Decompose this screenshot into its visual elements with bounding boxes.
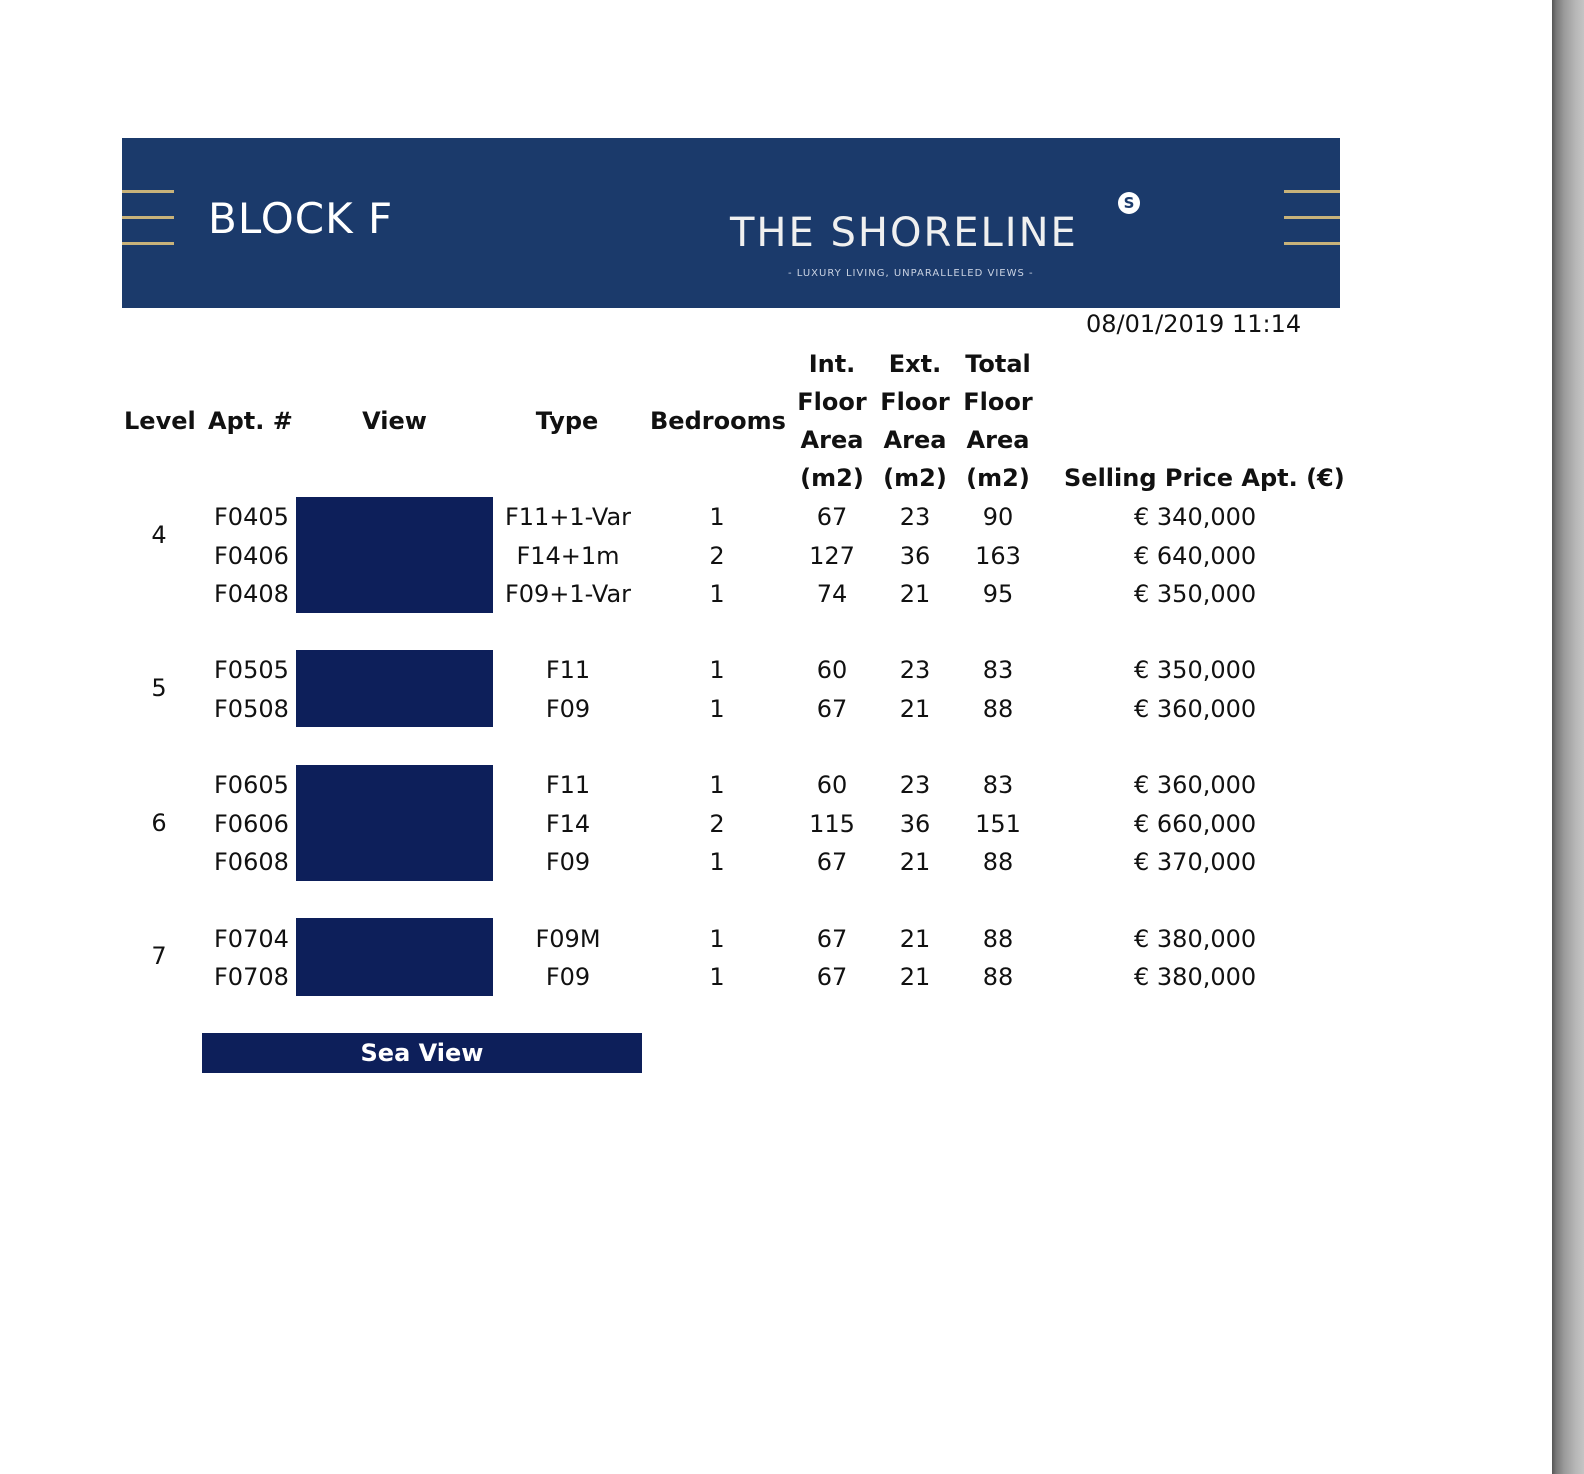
apt-number: F0606	[214, 810, 289, 838]
col-header-total-line: (m2)	[966, 464, 1030, 492]
bedrooms: 1	[709, 848, 725, 876]
apt-number: F0608	[214, 848, 289, 876]
apt-number: F0708	[214, 963, 289, 991]
apt-type: F09	[545, 695, 591, 723]
int-area: 60	[816, 771, 848, 799]
apt-number: F0405	[214, 503, 289, 531]
int-area: 74	[816, 580, 848, 608]
total-area: 83	[982, 771, 1014, 799]
apt-number: F0406	[214, 542, 289, 570]
col-header-int-line: Floor	[797, 388, 867, 416]
col-header-bedrooms: Bedrooms	[650, 407, 786, 435]
bedrooms: 1	[709, 580, 725, 608]
total-area: 163	[975, 542, 1021, 570]
int-area: 67	[816, 848, 848, 876]
bedrooms: 1	[709, 963, 725, 991]
col-header-ext-line: Area	[883, 426, 947, 454]
total-area: 88	[982, 963, 1014, 991]
col-header-ext-line: (m2)	[883, 464, 947, 492]
ext-area: 36	[899, 810, 931, 838]
legend-sea-view: Sea View	[202, 1033, 642, 1073]
selling-price: € 350,000	[1134, 656, 1257, 684]
ext-area: 21	[899, 580, 931, 608]
bedrooms: 2	[709, 810, 725, 838]
col-header-int-line: Int.	[808, 350, 856, 378]
selling-price: € 360,000	[1134, 695, 1257, 723]
int-area: 127	[809, 542, 855, 570]
apt-number: F0704	[214, 925, 289, 953]
selling-price: € 640,000	[1134, 542, 1257, 570]
level-label: 7	[151, 942, 167, 970]
apt-type: F09	[545, 848, 591, 876]
int-area: 67	[816, 925, 848, 953]
timestamp: 08/01/2019 11:14	[1086, 310, 1302, 338]
total-area: 151	[975, 810, 1021, 838]
apt-type: F11	[545, 771, 591, 799]
total-area: 88	[982, 925, 1014, 953]
apt-type: F14+1m	[516, 542, 620, 570]
bedrooms: 1	[709, 695, 725, 723]
selling-price: € 360,000	[1134, 771, 1257, 799]
int-area: 60	[816, 656, 848, 684]
bedrooms: 1	[709, 656, 725, 684]
bedrooms: 2	[709, 542, 725, 570]
apt-type: F09	[545, 963, 591, 991]
sea-view-block	[296, 918, 493, 996]
apt-type: F11	[545, 656, 591, 684]
brand-logo-text: THE SHORELINE	[730, 210, 1078, 256]
int-area: 67	[816, 963, 848, 991]
col-header-int-line: (m2)	[800, 464, 864, 492]
apt-type: F11+1-Var	[504, 503, 632, 531]
sea-view-block	[296, 765, 493, 881]
selling-price: € 350,000	[1134, 580, 1257, 608]
ext-area: 21	[899, 695, 931, 723]
stripes-left-icon	[122, 190, 174, 246]
total-area: 83	[982, 656, 1014, 684]
sea-view-block	[296, 650, 493, 727]
level-label: 4	[151, 521, 167, 549]
col-header-type: Type	[535, 407, 599, 435]
col-header-total-line: Floor	[963, 388, 1033, 416]
selling-price: € 380,000	[1134, 925, 1257, 953]
int-area: 67	[816, 695, 848, 723]
bedrooms: 1	[709, 771, 725, 799]
ext-area: 21	[899, 925, 931, 953]
ext-area: 36	[899, 542, 931, 570]
col-header-ext-line: Ext.	[888, 350, 942, 378]
col-header-total-line: Total	[965, 350, 1031, 378]
col-header-level: Level	[124, 407, 196, 435]
selling-price: € 380,000	[1134, 963, 1257, 991]
int-area: 67	[816, 503, 848, 531]
block-title: BLOCK F	[208, 194, 394, 243]
apt-number: F0508	[214, 695, 289, 723]
brand-badge-icon: S	[1118, 192, 1140, 214]
apt-type: F14	[545, 810, 591, 838]
apt-type: F09+1-Var	[504, 580, 632, 608]
ext-area: 21	[899, 963, 931, 991]
col-header-view: View	[362, 407, 427, 435]
ext-area: 21	[899, 848, 931, 876]
col-header-total-line: Area	[966, 426, 1030, 454]
col-header-price: Selling Price Apt. (€)	[1064, 464, 1345, 492]
bedrooms: 1	[709, 503, 725, 531]
stripes-right-icon	[1284, 190, 1340, 246]
total-area: 88	[982, 848, 1014, 876]
col-header-int-line: Area	[800, 426, 864, 454]
total-area: 88	[982, 695, 1014, 723]
col-header-ext-line: Floor	[880, 388, 950, 416]
bedrooms: 1	[709, 925, 725, 953]
brand-tagline: - LUXURY LIVING, UNPARALLELED VIEWS -	[788, 268, 1034, 279]
ext-area: 23	[899, 771, 931, 799]
total-area: 95	[982, 580, 1014, 608]
selling-price: € 370,000	[1134, 848, 1257, 876]
col-header-apt: Apt. #	[208, 407, 293, 435]
apt-number: F0605	[214, 771, 289, 799]
apt-number: F0408	[214, 580, 289, 608]
int-area: 115	[809, 810, 855, 838]
page-edge-shadow	[1552, 0, 1584, 1474]
level-label: 6	[151, 809, 167, 837]
sea-view-block	[296, 497, 493, 613]
apt-type: F09M	[535, 925, 601, 953]
level-label: 5	[151, 674, 167, 702]
apt-number: F0505	[214, 656, 289, 684]
header-banner	[122, 138, 1340, 308]
selling-price: € 340,000	[1134, 503, 1257, 531]
selling-price: € 660,000	[1134, 810, 1257, 838]
ext-area: 23	[899, 656, 931, 684]
total-area: 90	[982, 503, 1014, 531]
ext-area: 23	[899, 503, 931, 531]
